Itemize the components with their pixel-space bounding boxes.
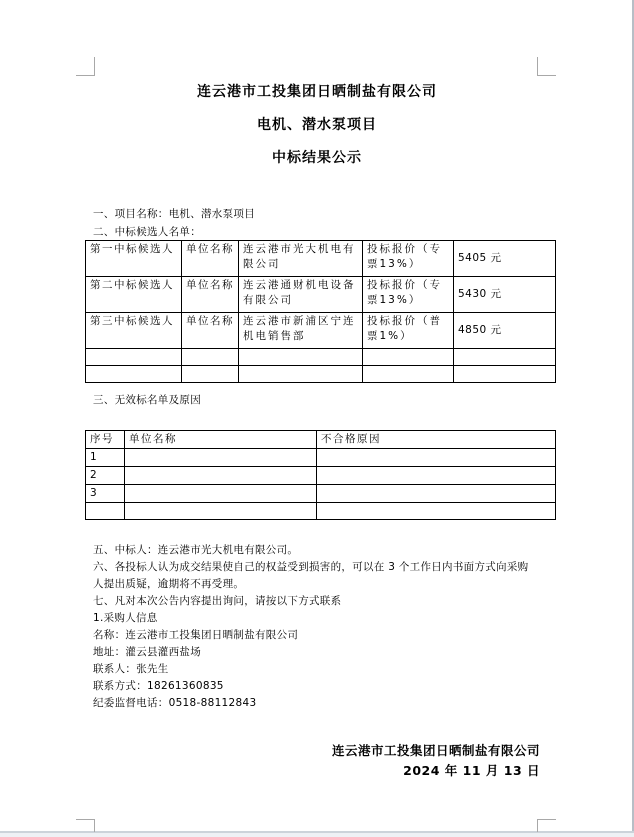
project-title: 电机、潜水泵项目 <box>257 117 377 133</box>
signature-block <box>0 741 540 781</box>
empty-cell <box>363 366 454 383</box>
header-unit-name: 单位名称 <box>125 431 317 449</box>
candidate-empty-row <box>86 366 556 383</box>
serial-no: 1 <box>86 449 125 467</box>
empty-cell <box>454 366 556 383</box>
contact-person: 联系人：张先生 <box>93 663 169 675</box>
purchaser-name: 名称：连云港市工投集团日晒制盐有限公司 <box>93 629 299 641</box>
margin-crop-mark-top-left <box>76 57 95 76</box>
serial-no <box>86 503 125 520</box>
candidate-company: 连云港市新浦区宁连机电销售部 <box>239 313 363 349</box>
company-title: 连云港市工投集团日晒制盐有限公司 <box>197 84 437 100</box>
unit-name <box>125 449 317 467</box>
unit-name <box>125 485 317 503</box>
empty-cell <box>182 366 239 383</box>
bid-price-value: 4850 元 <box>454 313 556 349</box>
reject-reason <box>317 503 556 520</box>
candidate-empty-row <box>86 349 556 366</box>
supervision-phone: 纪委监督电话：0518-88112843 <box>93 697 257 709</box>
signature-company: 连云港市工投集团日晒制盐有限公司 <box>331 743 540 758</box>
margin-crop-mark-bottom-left <box>76 819 95 832</box>
section-invalid-heading: 三、无效标名单及原因 <box>93 394 201 406</box>
header-reject-reason: 不合格原因 <box>317 431 556 449</box>
body-text-block <box>93 542 563 712</box>
bid-price-value: 5430 元 <box>454 277 556 313</box>
candidate-rank: 第三中标候选人 <box>86 313 182 349</box>
reject-reason <box>317 467 556 485</box>
unit-name-label: 单位名称 <box>182 313 239 349</box>
empty-cell <box>239 349 363 366</box>
bid-price-label: 投标报价（专票13%） <box>363 241 454 277</box>
section-objection-line1: 六、各投标人认为成交结果使自己的权益受到损害的，可以在 3 个工作日内书面方式向采购 <box>93 561 529 573</box>
section-objection-line2: 人提出质疑，逾期将不再受理。 <box>93 578 245 590</box>
section-contact-heading: 七、凡对本次公告内容提出询问，请按以下方式联系 <box>93 595 342 607</box>
empty-cell <box>86 349 182 366</box>
candidate-company: 连云港通财机电设备有限公司 <box>239 277 363 313</box>
section-candidates-heading: 二、中标候选人名单： <box>93 226 201 238</box>
contact-phone: 联系方式：18261360835 <box>93 680 224 692</box>
bid-price-label: 投标报价（专票13%） <box>363 277 454 313</box>
announcement-title: 中标结果公示 <box>272 150 362 166</box>
empty-cell <box>239 366 363 383</box>
invalid-row-3 <box>86 485 556 503</box>
reject-reason <box>317 485 556 503</box>
invalid-bids-table <box>85 430 556 520</box>
candidate-rank: 第一中标候选人 <box>86 241 182 277</box>
unit-name <box>125 467 317 485</box>
section-project-name: 一、项目名称：电机、潜水泵项目 <box>93 208 255 220</box>
signature-date: 2024 年 11 月 13 日 <box>403 763 540 778</box>
title-block <box>0 76 634 175</box>
invalid-table-header-row <box>86 431 556 449</box>
empty-cell <box>86 366 182 383</box>
bid-price-label: 投标报价（普票1%） <box>363 313 454 349</box>
bid-price-value: 5405 元 <box>454 241 556 277</box>
unit-name <box>125 503 317 520</box>
invalid-row-2 <box>86 467 556 485</box>
empty-cell <box>454 349 556 366</box>
serial-no: 2 <box>86 467 125 485</box>
serial-no: 3 <box>86 485 125 503</box>
candidate-rank: 第二中标候选人 <box>86 277 182 313</box>
candidate-row-3 <box>86 313 556 349</box>
section-winner: 五、中标人：连云港市光大机电有限公司。 <box>93 544 299 556</box>
invalid-row-1 <box>86 449 556 467</box>
purchaser-info-heading: 1.采购人信息 <box>93 612 158 624</box>
unit-name-label: 单位名称 <box>182 277 239 313</box>
unit-name-label: 单位名称 <box>182 241 239 277</box>
margin-crop-mark-bottom-right <box>537 819 556 832</box>
candidate-row-2 <box>86 277 556 313</box>
empty-cell <box>182 349 239 366</box>
candidates-table <box>85 240 556 383</box>
reject-reason <box>317 449 556 467</box>
candidate-row-1 <box>86 241 556 277</box>
candidate-company: 连云港市光大机电有限公司 <box>239 241 363 277</box>
margin-crop-mark-top-right <box>537 57 556 76</box>
empty-cell <box>363 349 454 366</box>
invalid-row-4 <box>86 503 556 520</box>
header-serial-no: 序号 <box>86 431 125 449</box>
purchaser-address: 地址：灌云县灌西盐场 <box>93 646 201 658</box>
